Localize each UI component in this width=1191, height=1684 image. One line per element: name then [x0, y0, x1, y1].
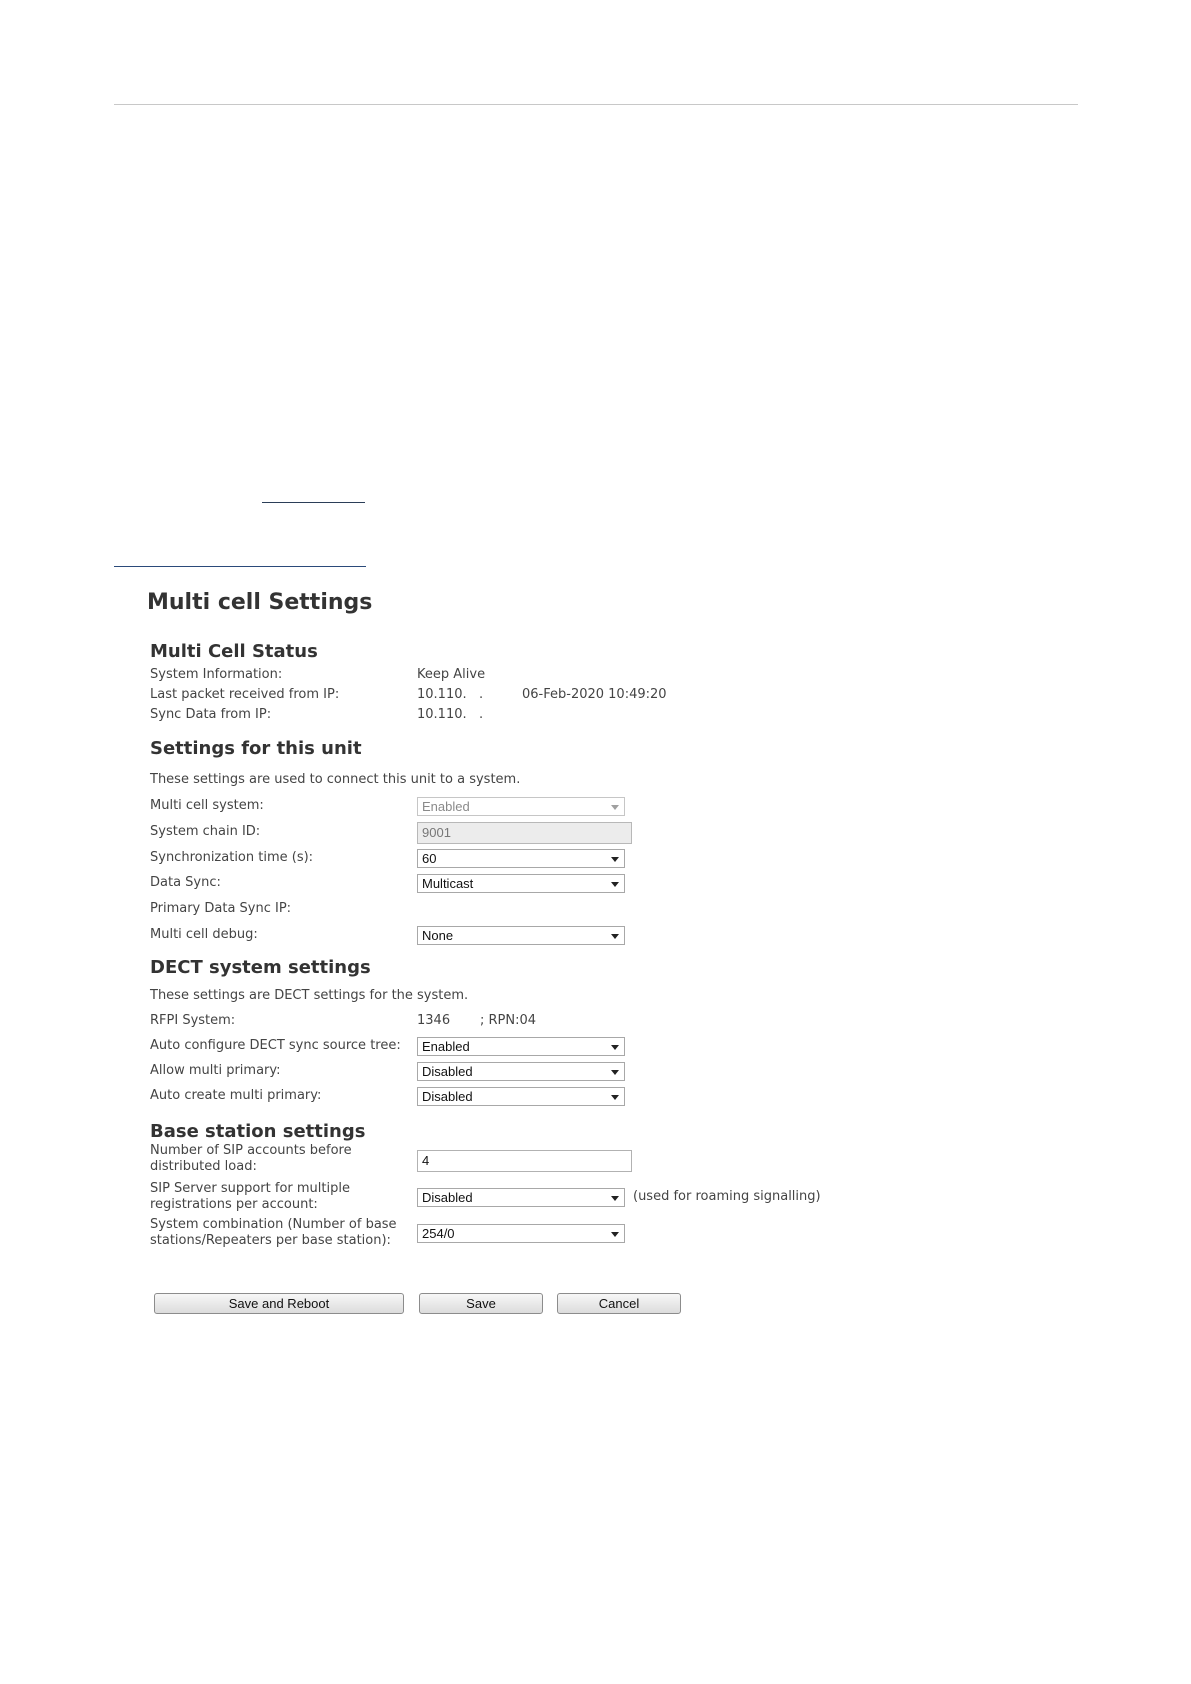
chevron-down-icon: [611, 1070, 619, 1075]
chevron-down-icon: [611, 934, 619, 939]
sync-time-label: Synchronization time (s):: [150, 850, 314, 865]
sip-accounts-label-line1: Number of SIP accounts before: [150, 1143, 352, 1158]
section-title-unit: Settings for this unit: [150, 738, 362, 759]
auto-config-label: Auto configure DECT sync source tree:: [150, 1038, 401, 1053]
sync-time-value: 60: [422, 851, 437, 866]
sync-data-label: Sync Data from IP:: [150, 707, 272, 722]
divider-short: [262, 502, 365, 503]
system-combination-label-line2: stations/Repeaters per base station):: [150, 1233, 391, 1248]
data-sync-select[interactable]: [417, 874, 625, 893]
save-button[interactable]: Save: [419, 1293, 543, 1314]
page-title: Multi cell Settings: [147, 590, 373, 615]
multi-cell-debug-label: Multi cell debug:: [150, 927, 258, 942]
system-chain-id-label: System chain ID:: [150, 824, 261, 839]
section-title-base: Base station settings: [150, 1121, 366, 1142]
system-chain-id-field: [417, 822, 632, 844]
primary-data-sync-ip-label: Primary Data Sync IP:: [150, 901, 292, 916]
section-title-dect: DECT system settings: [150, 957, 371, 978]
sync-time-select[interactable]: [417, 849, 625, 868]
auto-config-select[interactable]: [417, 1037, 625, 1056]
chevron-down-icon: [611, 805, 619, 810]
sip-accounts-value: 4: [422, 1153, 430, 1168]
divider-mid: [114, 566, 366, 567]
last-packet-ip: 10.110. .: [417, 687, 484, 702]
system-combination-label-line1: System combination (Number of base: [150, 1217, 397, 1232]
chevron-down-icon: [611, 1095, 619, 1100]
sip-server-label-line2: registrations per account:: [150, 1197, 318, 1212]
multi-cell-system-label: Multi cell system:: [150, 798, 264, 813]
system-information-value: Keep Alive: [417, 667, 486, 682]
sip-accounts-field[interactable]: [417, 1150, 632, 1172]
last-packet-label: Last packet received from IP:: [150, 687, 340, 702]
data-sync-value: Multicast: [422, 876, 474, 891]
allow-multi-primary-label: Allow multi primary:: [150, 1063, 281, 1078]
sip-server-label-line1: SIP Server support for multiple: [150, 1181, 350, 1196]
chevron-down-icon: [611, 882, 619, 887]
chevron-down-icon: [611, 1045, 619, 1050]
dect-description: These settings are DECT settings for the system.: [150, 988, 469, 1003]
sip-server-note: (used for roaming signalling): [633, 1189, 821, 1204]
auto-create-multi-primary-select[interactable]: [417, 1087, 625, 1106]
last-packet-timestamp: 06-Feb-2020 10:49:20: [522, 687, 667, 702]
multi-cell-debug-value: None: [422, 928, 454, 943]
sip-accounts-label-line2: distributed load:: [150, 1159, 257, 1174]
multi-cell-debug-select[interactable]: [417, 926, 625, 945]
cancel-button[interactable]: Cancel: [557, 1293, 681, 1314]
system-combination-select[interactable]: [417, 1224, 625, 1243]
auto-create-multi-primary-value: Disabled: [422, 1089, 473, 1104]
auto-create-multi-primary-label: Auto create multi primary:: [150, 1088, 322, 1103]
chevron-down-icon: [611, 1232, 619, 1237]
chevron-down-icon: [611, 1196, 619, 1201]
multi-cell-system-value: Enabled: [422, 799, 470, 814]
system-information-label: System Information:: [150, 667, 283, 682]
rfpi-system-label: RFPI System:: [150, 1013, 236, 1028]
multi-cell-settings-panel: [147, 590, 867, 1340]
save-and-reboot-button[interactable]: Save and Reboot: [154, 1293, 404, 1314]
system-chain-id-value: 9001: [422, 825, 451, 840]
rfpi-system-value: 1346: [417, 1013, 451, 1028]
header-rule: [114, 104, 1078, 105]
multi-cell-system-select: [417, 797, 625, 816]
chevron-down-icon: [611, 857, 619, 862]
rpn-value: ; RPN:04: [480, 1013, 537, 1028]
sync-data-ip: 10.110. .: [417, 707, 484, 722]
section-title-status: Multi Cell Status: [150, 641, 318, 662]
allow-multi-primary-value: Disabled: [422, 1064, 473, 1079]
system-combination-value: 254/0: [422, 1226, 455, 1241]
sip-server-value: Disabled: [422, 1190, 473, 1205]
unit-description: These settings are used to connect this unit to a system.: [150, 772, 521, 787]
sip-server-select[interactable]: [417, 1188, 625, 1207]
allow-multi-primary-select[interactable]: [417, 1062, 625, 1081]
data-sync-label: Data Sync:: [150, 875, 221, 890]
auto-config-value: Enabled: [422, 1039, 470, 1054]
